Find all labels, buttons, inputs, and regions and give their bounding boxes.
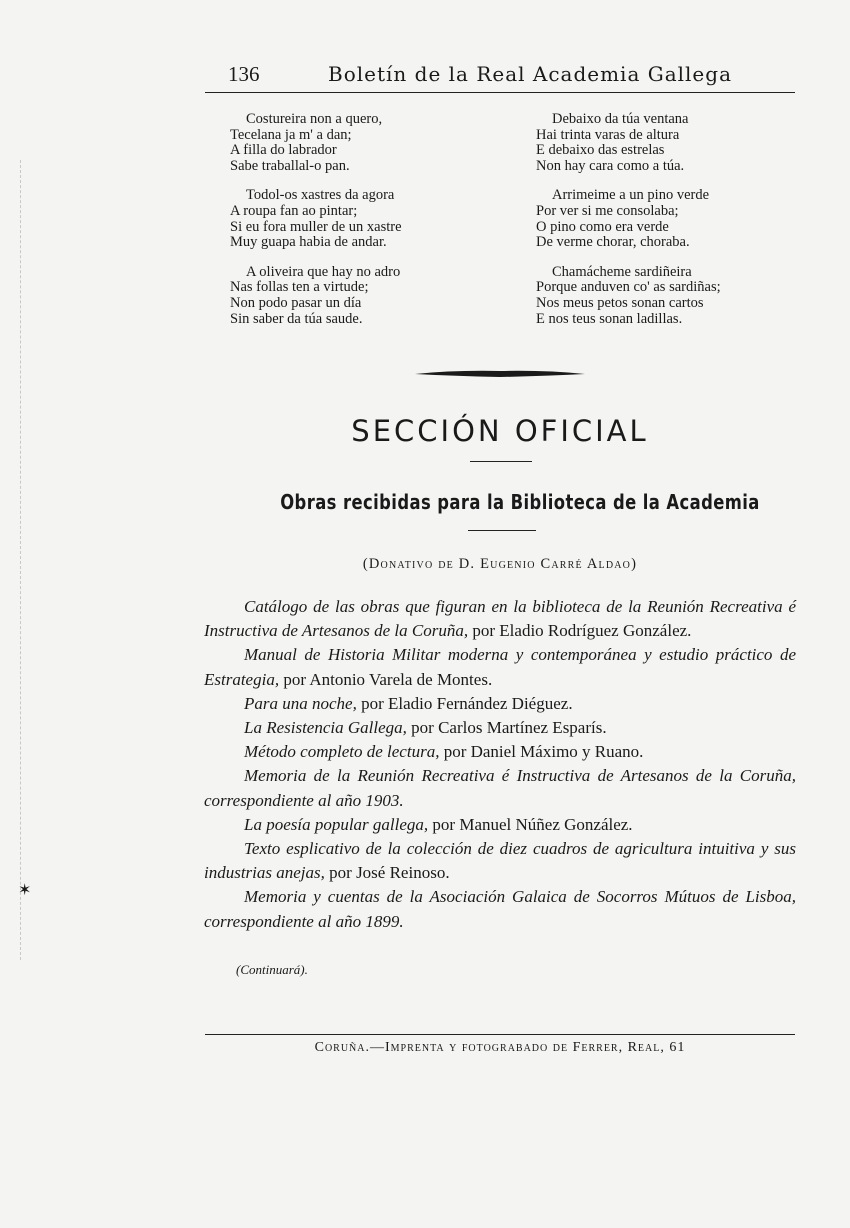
poem-stanza: [536, 265, 786, 327]
book-author: por Carlos Martínez Esparís.: [406, 718, 607, 738]
book-entry: [204, 740, 796, 764]
book-title: Memoria de la Reunión Recreativa é Instructiva de Artesanos de la Coruña, correspondiente al año 1903.: [204, 766, 796, 810]
poem-line: Hai trinta varas de altura: [536, 126, 680, 143]
book-entry: [204, 643, 796, 691]
poem-line: Non podo pasar un día: [230, 294, 362, 311]
poem-line: Sin saber da túa saude.: [230, 310, 363, 327]
book-entry: [204, 813, 796, 837]
page-number: 136: [228, 62, 260, 86]
book-author: por Eladio Rodríguez González.: [468, 621, 692, 641]
book-title: Memoria y cuentas de la Asociación Galaica de Socorros Mútuos de Lisboa, correspondiente al año 1899.: [204, 887, 796, 931]
book-title: Para una noche,: [244, 693, 357, 713]
poem-line: A roupa fan ao pintar;: [230, 202, 358, 219]
book-title: La poesía popular gallega,: [244, 814, 429, 834]
poem-line: Costureira non a quero,: [246, 111, 383, 127]
margin-line: [20, 160, 21, 960]
poem-line: Porque anduven co' as sardiñas;: [536, 279, 721, 296]
imprint: Coruña.—Imprenta y fotograbado de Ferrer, Real, 61: [314, 1040, 686, 1055]
poem-column-left: [230, 112, 490, 341]
poem-line: Chamácheme sardiñeira: [552, 263, 692, 280]
poem-line: Nos meus petos sonan cartos: [536, 294, 704, 311]
poem-line: E nos teus sonan ladillas.: [536, 310, 683, 327]
entries-list: [204, 595, 796, 934]
poem-line: Sabe traballal-o pan.: [230, 157, 350, 174]
poem-line: De verme chorar, choraba.: [536, 234, 690, 251]
book-author: por Manuel Núñez González.: [428, 814, 633, 834]
poem-column-right: [536, 112, 786, 341]
book-title: La Resistencia Gallega,: [244, 718, 407, 738]
poem-line: Todol-os xastres da agora: [246, 187, 395, 204]
book-entry: [204, 764, 796, 812]
subsection-rule: [468, 530, 536, 531]
section-title: SECCIÓN OFICIAL: [351, 414, 649, 448]
ornament-divider: [415, 369, 585, 379]
book-entry: [204, 692, 796, 716]
poem-line: Nas follas ten a virtude;: [230, 279, 369, 296]
book-entry: [204, 885, 796, 933]
poem-stanza: [536, 188, 786, 250]
subsection-title: Obras recibidas para la Biblioteca de la Academia: [280, 490, 760, 514]
section-rule: [470, 461, 532, 462]
book-author: por José Reinoso.: [324, 863, 450, 883]
poem-stanza: [230, 112, 490, 174]
book-title: Manual de Historia Militar moderna y contemporánea y estudio práctico de Estrategia,: [204, 645, 796, 689]
poem-line: Non hay cara como a túa.: [536, 157, 685, 174]
book-title: Texto esplicativo de la colección de diez cuadros de agricultura intuitiva y sus industrias anejas,: [204, 839, 796, 883]
poem-line: E debaixo das estrelas: [536, 142, 665, 159]
footer-rule: [205, 1034, 795, 1035]
margin-mark: ✶: [18, 882, 32, 899]
poem-line: A filla do labrador: [230, 142, 337, 159]
poem-stanza: [230, 188, 490, 250]
poem-stanza: [536, 112, 786, 174]
poem-line: A oliveira que hay no adro: [246, 263, 401, 280]
header-rule: [205, 92, 795, 93]
book-author: por Antonio Varela de Montes.: [279, 669, 493, 689]
poem-line: Tecelana ja m' a dan;: [230, 126, 352, 143]
poem-line: O pino como era verde: [536, 218, 669, 235]
book-author: por Daniel Máximo y Ruano.: [439, 742, 644, 762]
book-entry: [204, 837, 796, 885]
book-title: Catálogo de las obras que figuran en la biblioteca de la Reunión Recreativa é Instructiva de Artesanos de la Coruña,: [204, 597, 796, 641]
page-header: [228, 60, 793, 90]
poem-line: Arrimeime a un pino verde: [552, 187, 710, 204]
continued-note: (Continuará).: [236, 962, 308, 977]
poem-stanza: [230, 265, 490, 327]
donor-note: (Donativo de D. Eugenio Carré Aldao): [362, 556, 638, 572]
poem-line: Muy guapa habia de andar.: [230, 234, 387, 251]
book-author: por Eladio Fernández Diéguez.: [356, 693, 573, 713]
poem-line: Debaixo da túa ventana: [552, 111, 689, 127]
book-entry: [204, 716, 796, 740]
poem-line: Por ver si me consolaba;: [536, 202, 679, 219]
book-entry: [204, 595, 796, 643]
book-title: Método completo de lectura,: [244, 742, 440, 762]
poem-line: Si eu fora muller de un xastre: [230, 218, 402, 235]
running-title: Boletín de la Real Academia Gallega: [328, 62, 732, 86]
